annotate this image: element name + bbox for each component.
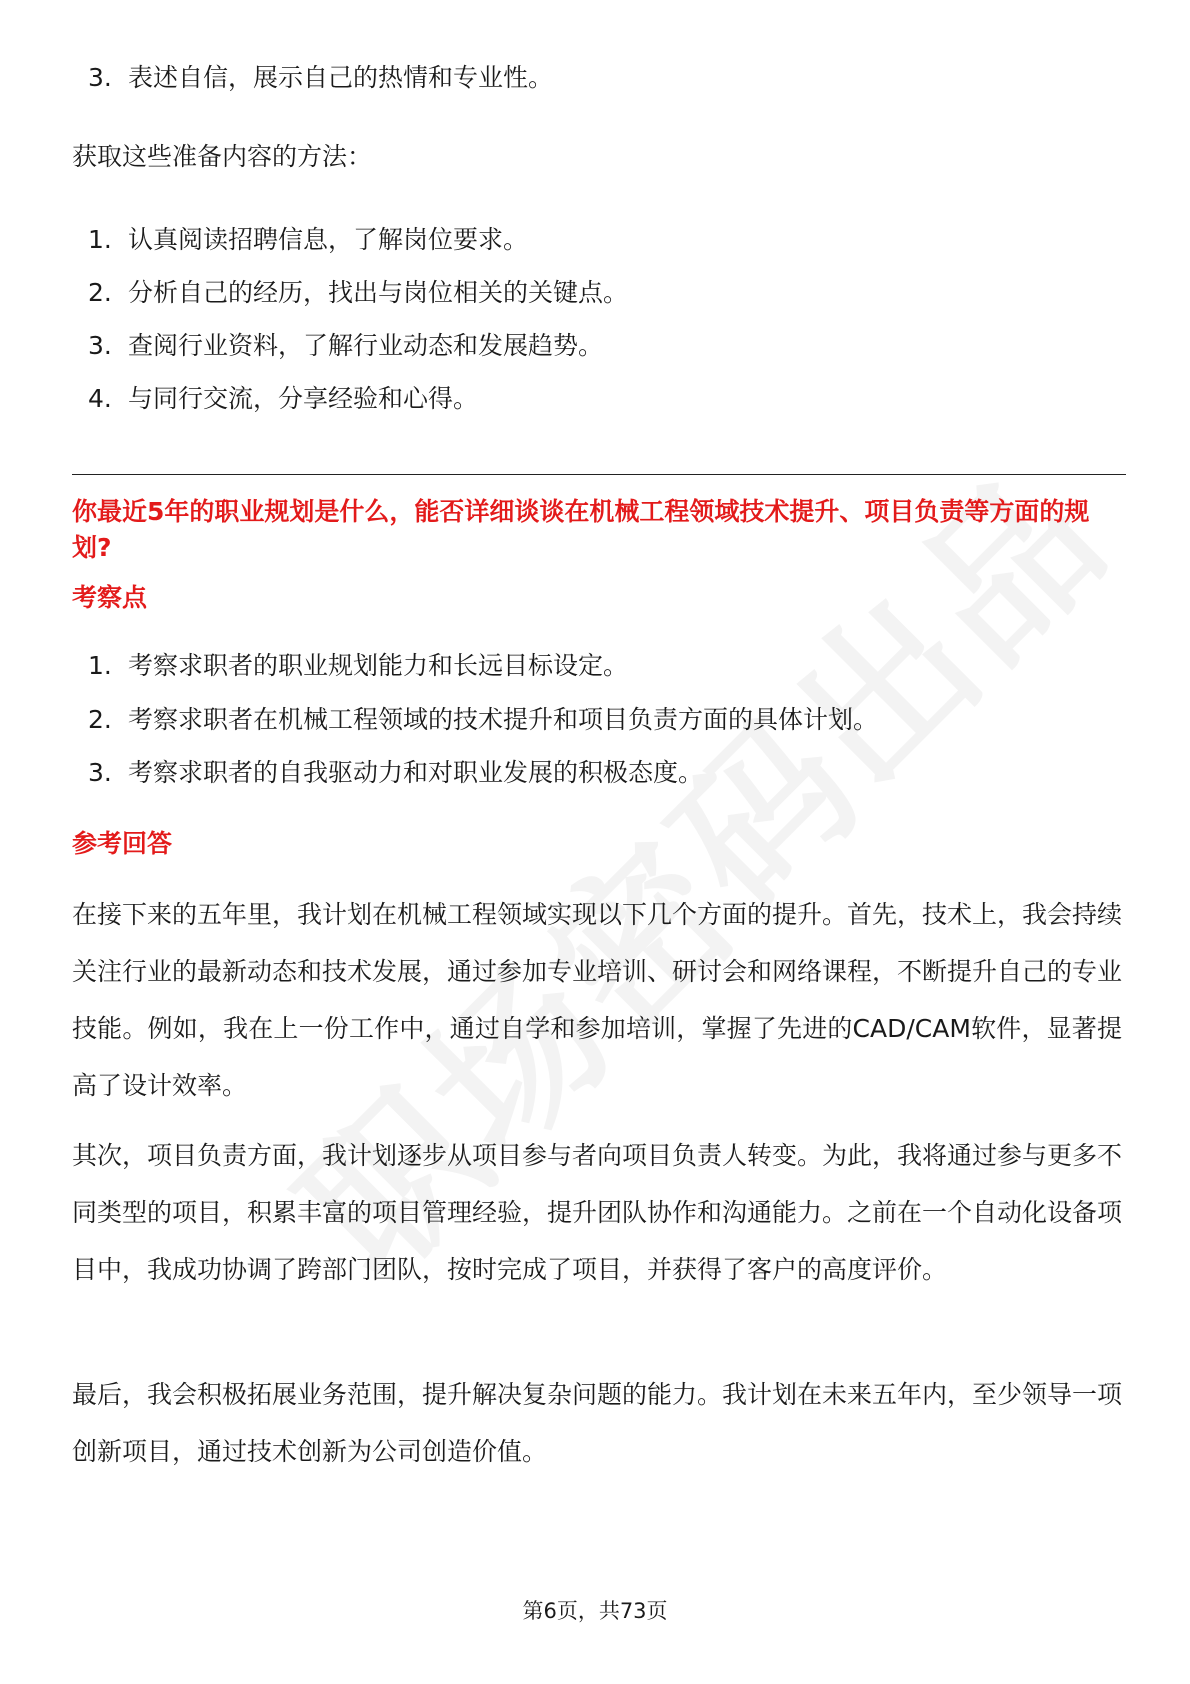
reference-answer-heading: 参考回答 [72,829,173,858]
list-item [88,648,628,684]
section-divider [72,474,1126,475]
answer-paragraph: 其次，项目负责方面，我计划逐步从项目参与者向项目负责人转变。为此，我将通过参与更多不同类型的项目，积累丰富的项目管理经验，提升团队协作和沟通能力。之前在一个自动化设备项目中，我成功协调了跨部门团队，按时完成了项目，并获得了客户的高度评价。 [72,1141,1123,1284]
list-item [88,328,603,364]
list-item [88,222,528,258]
list-number: 1. [88,225,112,254]
list-number: 2. [88,705,112,734]
list-item [88,60,553,96]
method-intro: 获取这些准备内容的方法： [72,142,373,171]
list-item [88,381,478,417]
page-number: 第6页，共73页 [522,1599,668,1623]
list-item [88,755,703,791]
list-number: 2. [88,278,112,307]
list-text: 考察求职者在机械工程领域的技术提升和项目负责方面的具体计划。 [128,705,879,734]
list-item [88,702,878,738]
list-text: 考察求职者的自我驱动力和对职业发展的积极态度。 [128,758,704,787]
list-number: 3. [88,331,112,360]
list-text: 表述自信，展示自己的热情和专业性。 [128,63,554,92]
list-item [88,275,628,311]
list-number: 1. [88,651,112,680]
list-number: 4. [88,384,112,413]
list-text: 分析自己的经历，找出与岗位相关的关键点。 [128,278,629,307]
list-text: 查阅行业资料，了解行业动态和发展趋势。 [128,331,604,360]
list-number: 3. [88,63,112,92]
list-text: 考察求职者的职业规划能力和长远目标设定。 [128,651,629,680]
list-number: 3. [88,758,112,787]
exam-points-heading: 考察点 [72,583,148,612]
list-text: 与同行交流，分享经验和心得。 [128,384,479,413]
interview-question: 你最近5年的职业规划是什么，能否详细谈谈在机械工程领域技术提升、项目负责等方面的规划? [72,497,1090,562]
list-text: 认真阅读招聘信息，了解岗位要求。 [128,225,529,254]
answer-paragraph: 最后，我会积极拓展业务范围，提升解决复杂问题的能力。我计划在未来五年内，至少领导一项创新项目，通过技术创新为公司创造价值。 [72,1380,1123,1466]
answer-paragraph: 在接下来的五年里，我计划在机械工程领域实现以下几个方面的提升。首先，技术上，我会持续关注行业的最新动态和技术发展，通过参加专业培训、研讨会和网络课程，不断提升自己的专业技能。例如，我在上一份工作中，通过自学和参加培训，掌握了先进的CAD/CAM软件，显著提高了设计效率。 [72,900,1123,1100]
